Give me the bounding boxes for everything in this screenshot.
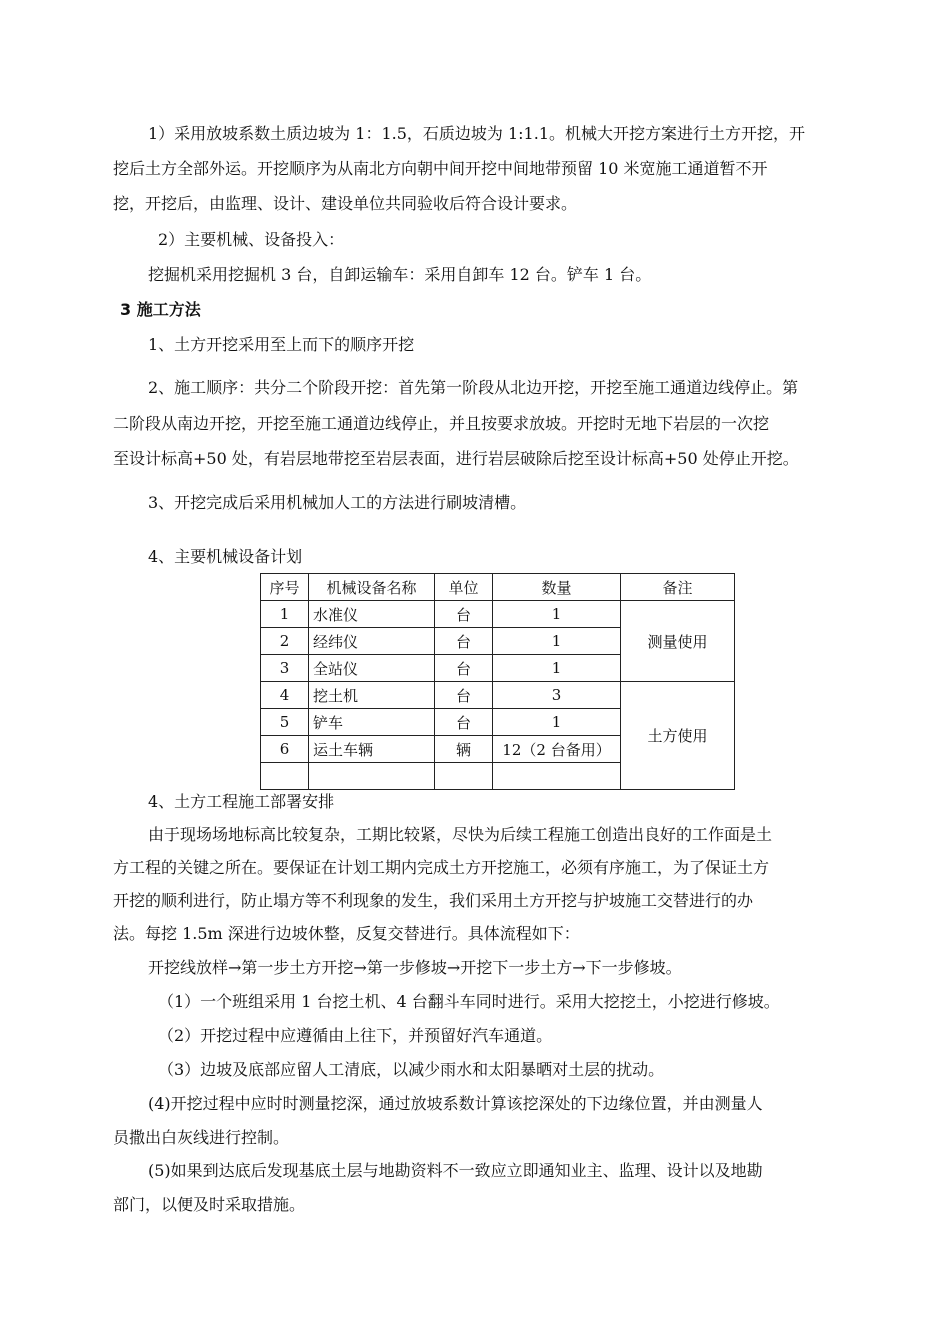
cell-no: 2	[261, 628, 309, 655]
cell-empty	[261, 763, 309, 790]
cell-name: 水准仪	[309, 601, 435, 628]
paragraph-line: 挖后土方全部外运。开挖顺序为从南北方向朝中间开挖中间地带预留 10 米宽施工通道暂不开	[113, 159, 768, 178]
header-qty: 数量	[493, 574, 621, 601]
table-caption: 4、主要机械设备计划	[148, 547, 303, 566]
table-row	[261, 601, 735, 628]
paragraph-line: 2、施工顺序：共分二个阶段开挖：首先第一阶段从北边开挖，开挖至施工通道边线停止。第	[148, 378, 799, 397]
cell-qty: 3	[493, 682, 621, 709]
subsection-heading: 4、土方工程施工部署安排	[148, 792, 335, 811]
cell-name: 铲车	[309, 709, 435, 736]
cell-qty: 1	[493, 655, 621, 682]
flow-line: 开挖线放样→第一步土方开挖→第一步修坡→开挖下一步土方→下一步修坡。	[148, 958, 682, 977]
table-row	[261, 682, 735, 709]
cell-qty: 1	[493, 709, 621, 736]
list-item: （2）开挖过程中应遵循由上往下，并预留好汽车通道。	[158, 1026, 553, 1045]
cell-no: 5	[261, 709, 309, 736]
cell-qty: 1	[493, 601, 621, 628]
paragraph-line: 挖，开挖后，由监理、设计、建设单位共同验收后符合设计要求。	[113, 194, 578, 213]
cell-name: 经纬仪	[309, 628, 435, 655]
cell-no: 6	[261, 736, 309, 763]
list-item: (4)开挖过程中应时时测量挖深，通过放坡系数计算该挖深处的下边缘位置，并由测量人	[148, 1094, 763, 1113]
cell-name: 挖土机	[309, 682, 435, 709]
cell-qty: 12（2 台备用）	[493, 736, 621, 763]
paragraph-line: 法。每挖 1.5m 深进行边坡休整，反复交替进行。具体流程如下：	[113, 924, 580, 943]
list-item: （1）一个班组采用 1 台挖土机、4 台翻斗车同时进行。采用大挖挖土，小挖进行修坡。	[158, 992, 780, 1011]
cell-no: 3	[261, 655, 309, 682]
header-remark: 备注	[621, 574, 735, 601]
cell-unit: 台	[435, 682, 493, 709]
header-unit: 单位	[435, 574, 493, 601]
paragraph-line: 2）主要机械、设备投入：	[158, 230, 345, 249]
paragraph-line: 挖掘机采用挖掘机 3 台，自卸运输车：采用自卸车 12 台。铲车 1 台。	[148, 265, 652, 284]
paragraph-line: 3、开挖完成后采用机械加人工的方法进行刷坡清槽。	[148, 493, 527, 512]
cell-unit: 台	[435, 655, 493, 682]
paragraph-line: 开挖的顺利进行，防止塌方等不利现象的发生，我们采用土方开挖与护坡施工交替进行的办	[113, 891, 754, 910]
cell-unit: 台	[435, 709, 493, 736]
section-heading: 3 施工方法	[120, 300, 201, 319]
paragraph-line: 员撒出白灰线进行控制。	[113, 1128, 290, 1147]
cell-no: 1	[261, 601, 309, 628]
cell-empty	[435, 763, 493, 790]
cell-empty	[309, 763, 435, 790]
paragraph-line: 二阶段从南边开挖，开挖至施工通道边线停止，并且按要求放坡。开挖时无地下岩层的一次挖	[113, 414, 770, 433]
list-item: (5)如果到达底后发现基底土层与地勘资料不一致应立即通知业主、监理、设计以及地勘	[148, 1161, 763, 1180]
list-item: （3）边坡及底部应留人工清底，以减少雨水和太阳暴晒对土层的扰动。	[158, 1060, 665, 1079]
paragraph-line: 1）采用放坡系数土质边坡为 1：1.5，石质边坡为 1:1.1。机械大开挖方案进行土方开挖，开	[148, 124, 805, 143]
cell-no: 4	[261, 682, 309, 709]
table-header-row	[261, 574, 735, 601]
paragraph-line: 部门，以便及时采取措施。	[113, 1195, 306, 1214]
cell-unit: 台	[435, 601, 493, 628]
paragraph-line: 方工程的关键之所在。要保证在计划工期内完成土方开挖施工，必须有序施工，为了保证土方	[113, 858, 770, 877]
equipment-table	[260, 573, 735, 790]
cell-remark: 测量使用	[621, 601, 735, 682]
paragraph-line: 1、土方开挖采用至上而下的顺序开挖	[148, 335, 415, 354]
cell-name: 运土车辆	[309, 736, 435, 763]
cell-qty: 1	[493, 628, 621, 655]
header-name: 机械设备名称	[309, 574, 435, 601]
paragraph-line: 由于现场场地标高比较复杂，工期比较紧，尽快为后续工程施工创造出良好的工作面是土	[148, 825, 773, 844]
cell-name: 全站仪	[309, 655, 435, 682]
header-no: 序号	[261, 574, 309, 601]
cell-empty	[493, 763, 621, 790]
cell-remark: 土方使用	[621, 682, 735, 790]
cell-unit: 辆	[435, 736, 493, 763]
paragraph-line: 至设计标高+50 处，有岩层地带挖至岩层表面，进行岩层破除后挖至设计标高+50 处停止开挖。	[113, 449, 799, 468]
cell-unit: 台	[435, 628, 493, 655]
